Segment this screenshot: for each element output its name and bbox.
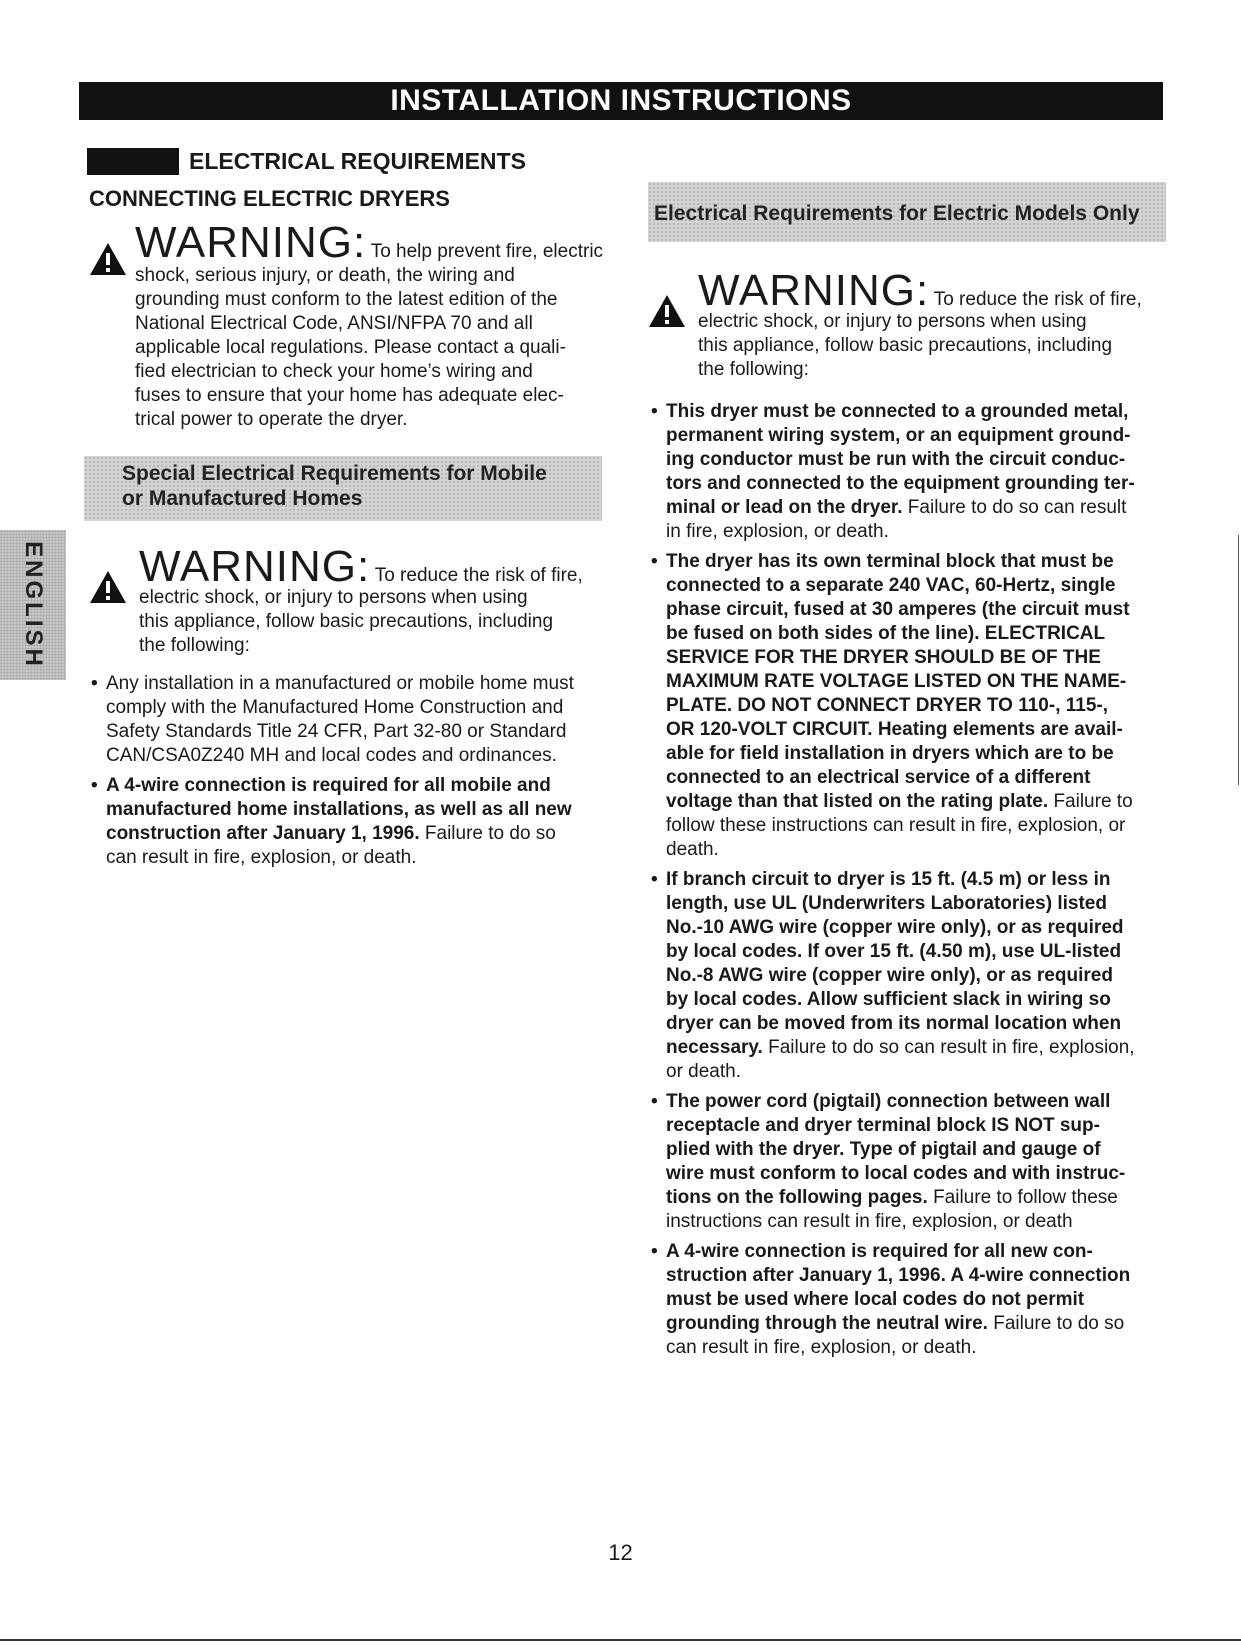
item-line: tions on the following pages. xyxy=(666,1187,928,1208)
item-line: CAN/CSA0Z240 MH and local codes and ordinances. xyxy=(106,745,557,766)
item-line: Failure to do so can result xyxy=(907,497,1127,518)
item-line: ing conductor must be run with the circuit conduc- xyxy=(666,449,1126,470)
subsection-title: CONNECTING ELECTRIC DRYERS xyxy=(89,186,450,211)
warning-line: this appliance, follow basic precautions, including xyxy=(139,611,554,632)
item-line: follow these instructions can result in fire, explosion, or xyxy=(666,815,1126,836)
item-line: minal or lead on the dryer. xyxy=(666,497,903,518)
page-edge-mark xyxy=(1238,535,1239,785)
warning-triangle-icon xyxy=(648,294,686,328)
warning-line: fied electrician to check your home’s wiring and xyxy=(135,361,533,382)
item-line: necessary. xyxy=(666,1037,763,1058)
warning-line: fuses to ensure that your home has adequate elec- xyxy=(135,385,564,406)
item-line: or death. xyxy=(666,1061,741,1082)
language-label: ENGLISH xyxy=(20,541,47,669)
warning-basic-precautions xyxy=(648,266,1168,380)
heading-line: or Manufactured Homes xyxy=(122,487,363,510)
warning-line: electric shock, or injury to persons when using xyxy=(698,311,1087,332)
item-line: receptacle and dryer terminal block IS NOT sup- xyxy=(666,1115,1100,1136)
mobile-home-requirements-list xyxy=(89,672,629,876)
warning-line: shock, serious injury, or death, the wiring and xyxy=(135,265,515,286)
item-line: able for field installation in dryers which are to be xyxy=(666,743,1114,764)
item-line: length, use UL (Underwriters Laboratories) listed xyxy=(666,893,1107,914)
list-item xyxy=(89,774,629,870)
item-line: be fused on both sides of the line). ELECTRICAL xyxy=(666,623,1106,644)
warning-line: grounding must conform to the latest edition of the xyxy=(135,289,558,310)
item-line: by local codes. Allow sufficient slack in wiring so xyxy=(666,989,1111,1010)
list-item xyxy=(649,868,1169,1084)
warning-body xyxy=(135,264,566,432)
item-line: grounding through the neutral wire. xyxy=(666,1313,988,1334)
page-bottom-rule xyxy=(0,1639,1241,1641)
item-line: permanent wiring system, or an equipment ground- xyxy=(666,425,1131,446)
item-line: can result in fire, explosion, or death. xyxy=(666,1337,977,1358)
list-item xyxy=(649,1090,1169,1234)
item-line: If branch circuit to dryer is 15 ft. (4.5 m) or less in xyxy=(666,869,1111,890)
item-line: No.-8 AWG wire (copper wire only), or as required xyxy=(666,965,1113,986)
item-line: A 4-wire connection is required for all mobile and xyxy=(106,775,551,796)
warning-triangle-icon xyxy=(89,570,127,604)
item-line: SERVICE FOR THE DRYER SHOULD BE OF THE xyxy=(666,647,1101,668)
warning-lead: To reduce the risk of fire, xyxy=(374,565,583,586)
item-line: plied with the dryer. Type of pigtail and gauge of xyxy=(666,1139,1101,1160)
warning-line: the following: xyxy=(139,635,250,656)
warning-body xyxy=(139,586,553,658)
warning-line: applicable local regulations. Please contact a quali- xyxy=(135,337,566,358)
item-line: in fire, explosion, or death. xyxy=(666,521,889,542)
item-line: death. xyxy=(666,839,719,860)
electric-models-heading: Electrical Requirements for Electric Models Only xyxy=(648,182,1166,242)
item-line: wire must conform to local codes and with instruc- xyxy=(666,1163,1126,1184)
item-line: Failure to xyxy=(1053,791,1133,812)
item-line: PLATE. DO NOT CONNECT DRYER TO 110-, 115-, xyxy=(666,695,1109,716)
item-line: phase circuit, fused at 30 amperes (the circuit must xyxy=(666,599,1130,620)
item-line: struction after January 1, 1996. A 4-wire connection xyxy=(666,1265,1131,1286)
item-line: Failure to follow these xyxy=(933,1187,1118,1208)
item-line: comply with the Manufactured Home Construction and xyxy=(106,697,564,718)
item-line: Failure to do so xyxy=(424,823,556,844)
item-line: MAXIMUM RATE VOLTAGE LISTED ON THE NAME- xyxy=(666,671,1127,692)
warning-line: electric shock, or injury to persons when using xyxy=(139,587,528,608)
item-line: construction after January 1, 1996. xyxy=(106,823,420,844)
item-line: This dryer must be connected to a grounded metal, xyxy=(666,401,1129,422)
item-line: No.-10 AWG wire (copper wire only), or as required xyxy=(666,917,1124,938)
item-line: Failure to do so xyxy=(993,1313,1125,1334)
item-line: by local codes. If over 15 ft. (4.50 m), use UL-listed xyxy=(666,941,1122,962)
warning-line: trical power to operate the dryer. xyxy=(135,409,408,430)
warning-line: this appliance, follow basic precautions, including xyxy=(698,335,1113,356)
item-line: instructions can result in fire, explosion, or death xyxy=(666,1211,1073,1232)
warning-label: WARNING: xyxy=(139,542,371,591)
warning-basic-precautions xyxy=(89,542,609,656)
item-line: OR 120-VOLT CIRCUIT. Heating elements are avail- xyxy=(666,719,1123,740)
warning-label: WARNING: xyxy=(135,218,367,267)
heading-line: Special Electrical Requirements for Mobile xyxy=(122,462,547,485)
item-line: The dryer has its own terminal block that must be xyxy=(666,551,1114,572)
language-side-tab xyxy=(0,530,66,680)
warning-line: the following: xyxy=(698,359,809,380)
page-banner: INSTALLATION INSTRUCTIONS xyxy=(79,82,1163,120)
item-line: Any installation in a manufactured or mobile home must xyxy=(106,673,574,694)
item-line: connected to a separate 240 VAC, 60-Hertz, single xyxy=(666,575,1116,596)
warning-body xyxy=(698,310,1112,382)
warning-line: National Electrical Code, ANSI/NFPA 70 and all xyxy=(135,313,533,334)
electric-requirements-list xyxy=(649,400,1169,1366)
item-line: tors and connected to the equipment grounding ter- xyxy=(666,473,1135,494)
warning-triangle-icon xyxy=(89,242,127,276)
item-line: connected to an electrical service of a different xyxy=(666,767,1091,788)
item-line: manufactured home installations, as well as all new xyxy=(106,799,572,820)
item-line: voltage than that listed on the rating plate. xyxy=(666,791,1049,812)
list-item xyxy=(89,672,629,768)
warning-heading xyxy=(135,218,603,268)
warning-lead: To reduce the risk of fire, xyxy=(933,289,1142,310)
section-marker xyxy=(87,148,179,175)
item-line: Safety Standards Title 24 CFR, Part 32-80 or Standard xyxy=(106,721,567,742)
warning-heading xyxy=(139,542,583,592)
list-item xyxy=(649,1240,1169,1360)
mobile-homes-heading xyxy=(84,456,602,521)
item-line: A 4-wire connection is required for all new con- xyxy=(666,1241,1093,1262)
page-number: 12 xyxy=(608,1540,633,1565)
warning-heading xyxy=(698,266,1142,316)
item-line: must be used where local codes do not permit xyxy=(666,1289,1085,1310)
section-title: ELECTRICAL REQUIREMENTS xyxy=(189,148,526,174)
list-item xyxy=(649,400,1169,544)
warning-lead: To help prevent fire, electric xyxy=(370,241,604,262)
warning-fire-shock xyxy=(89,218,609,432)
list-item xyxy=(649,550,1169,862)
section-heading xyxy=(87,148,526,175)
item-line: can result in fire, explosion, or death. xyxy=(106,847,417,868)
warning-label: WARNING: xyxy=(698,266,930,315)
item-line: Failure to do so can result in fire, explosion, xyxy=(768,1037,1135,1058)
item-line: The power cord (pigtail) connection between wall xyxy=(666,1091,1111,1112)
item-line: dryer can be moved from its normal location when xyxy=(666,1013,1122,1034)
